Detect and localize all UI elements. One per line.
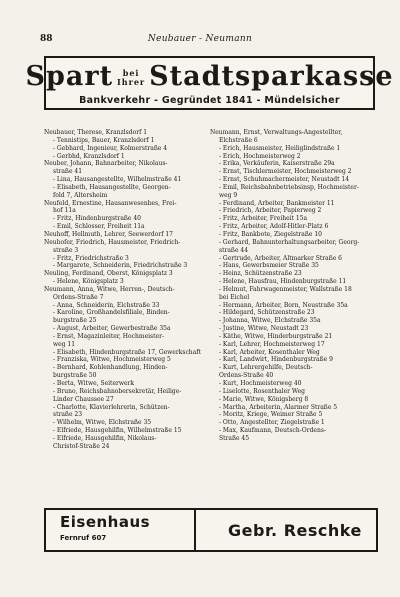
directory-entry: - Elfriede, Hausgehilfin, Nikolaus- [53,434,157,442]
directory-entry: hof 11a [53,207,76,215]
directory-entry: bei Eichel [219,293,250,301]
running-head: Neubauer - Neumann [147,34,253,44]
directory-entry: Neufeld, Ernestine, Hausanwesenbes, Frei- [44,199,177,207]
directory-entry: - Fritz, Arbeiter, Adolf-Hitler-Platz 6 [219,223,329,231]
directory-entry: - Hermann, Arbeiter, Born, Neustraße 35a [219,301,348,309]
eisenhaus-advertisement [44,508,378,552]
directory-entry: - Wilhelm, Witwe, Elchstraße 35 [53,419,152,427]
ad-bottom-left [46,510,196,550]
page-number: 88 [40,34,53,44]
ad-small-words [117,69,145,87]
directory-entry: - Justine, Witwe, Neustadt 23 [219,325,309,333]
directory-entry: - Helene, Königsplatz 3 [53,278,124,286]
directory-entry: Ordens-Straße 40 [219,372,274,380]
directory-entry: - Berta, Witwe, Seiterwerk [53,380,135,387]
directory-entry: - Fritz, Hindenburgstraße 40 [53,215,141,223]
directory-entry: - Emil, Schlosser, Freiheit 11a [53,223,145,231]
directory-entry: - Tennistips, Bauer, Kranzlsdorf 1 [53,136,155,144]
directory-entry: Neumann, Ernst, Verwaltungs-Angestellter, [210,129,343,136]
directory-entry: - Helene, Hausfrau, Hindenburgstraße 11 [219,278,347,286]
directory-entry: - Charlotte, Klavierlehrerin, Schützen- [53,403,170,411]
ad-bottom-right [196,510,376,550]
directory-entry: Neumann, Anna, Witwe, Herren-, Deutsch- [44,285,175,293]
directory-entry: - Max, Kaufmann, Deutsch-Ordens- [219,427,326,435]
directory-entry: - Gertrude, Arbeiter, Altmarker Straße 6 [219,254,343,262]
directory-entry: Neuling, Ferdinand, Oberst, Königsplatz 3 [44,270,173,278]
directory-entry: - Gerhard, Bahnunterhaltungsarbeiter, Georg- [219,238,360,246]
directory-entry: - Gerbhd, Kranzlsdorf 1 [53,152,125,160]
directory-entry: - Margarete, Schneiderin, Friedrichstraße 3 [53,262,188,270]
right-column [210,129,375,443]
directory-entry: Ordens-Straße 7 [53,293,104,301]
ad-headline [25,61,394,92]
directory-entry: - Ernst, Magazinleiter, Hochmeister- [53,332,164,340]
ad-bottom-company: Gebr. Reschke [228,520,362,540]
directory-entry: - Franziska, Witwe, Hochmeisterweg 5 [53,356,171,364]
directory-entry: - Hans, Gewerbsmeier Straße 35 [219,262,319,270]
directory-entry: burgstraße 50 [53,372,97,380]
directory-entry: - Gebhard, Ingenieur, Kolmerstraße 4 [53,144,168,152]
directory-entry: - Marie, Witwe, Königsberg 8 [219,395,309,403]
ad-word-right: Stadtsparkasse [149,61,394,92]
directory-entry: - Heinz, Schützenstraße 23 [219,270,302,278]
directory-entry: Neuhofer, Friedrich, Hausmeister, Friedrich- [44,238,181,246]
directory-entry: - Friedrich, Arbeiter, Papierweg 2 [219,207,322,215]
directory-entry: - Karl, Lehrer, Hochmeisterweg 17 [219,340,325,348]
directory-entry: - Erich, Hausmeister, Heiliglindstraße 1 [219,144,341,152]
directory-entry: weg 11 [53,340,76,348]
directory-entry: Linder Chaussee 27 [53,395,114,403]
ad-bottom-phone: Fernruf 607 [60,534,107,542]
directory-entry: - Käthe, Witwe, Hinderburgstraße 21 [219,332,333,340]
directory-entry: straße 23 [53,411,83,419]
directory-entry: Neuber, Johann, Bahnarbeiter, Nikolaus- [44,160,168,168]
directory-entry: - Helmut, Fahrwagenmeister, Wallstraße 18 [219,285,352,293]
directory-entry: burgstraße 25 [53,317,97,325]
directory-entry: - Lina, Hausangestellte, Wilhelmstraße 41 [53,176,182,184]
directory-entry: - Elisabeth, Hausangestellte, Georgen- [53,183,171,191]
directory-entry: straße 41 [53,168,83,176]
directory-entry: - Ferdinand, Arbeiter, Bankmeister 11 [219,199,335,207]
directory-entry: - Johanna, Witwe, Elchstraße 35a [219,317,321,325]
directory-entry: weg 9 [219,191,238,199]
directory-entry: - Kurt, Hochmeisterweg 40 [219,380,302,387]
ad-small-bottom: Ihrer [117,77,146,87]
directory-entry: - Karl, Arbeiter, Kosenthaler Weg [219,348,320,356]
directory-entry: - Elisabeth, Hindenburgstraße 17, Gewerkschaft [53,348,201,356]
directory-entry: straße 3 [53,246,79,254]
directory-entry: - Karoline, Großhandelsfiliale, Binden- [53,309,170,317]
directory-entry: - Bernhard, Kohlenhandlung, Hinden- [53,364,168,372]
directory-entry: - Ernst, Tischlermeister, Hochmeisterweg 2 [219,168,352,176]
directory-entry: Neuhoff, Hellmuth, Lehrer, Seewerdorf 17 [44,230,173,238]
ad-small-top: bei [122,68,140,78]
directory-entry: straße 44 [219,246,249,254]
directory-entry: - Moritz, Kriege, Weimer Straße 5 [219,411,323,419]
ad-bottom-title: Eisenhaus [60,513,151,531]
directory-entry: - Elfriede, Hausgehilfin, Wilhelmstraße 15 [53,427,182,435]
directory-entry: - Anna, Schneiderin, Elchstraße 33 [53,301,160,309]
directory-entry: - Bruno, Reichsbahnobersekretär, Heilige- [53,387,182,395]
directory-entry: - Fritz, Bankbote, Ziegelstraße 10 [219,230,322,238]
ad-subline: Bankverkehr - Gegründet 1841 - Mündelsicher [79,95,340,106]
directory-entry: - Erika, Verkäuferin, Kaiserstraße 29a [219,160,335,168]
directory-entry: - Karl, Landwirt, Hindenburgstraße 9 [219,356,333,364]
sparkasse-advertisement [25,56,394,110]
directory-entry: - Ernst, Schuhmachermeister, Neustadt 14 [219,176,350,184]
directory-entry: - August, Arbeiter, Gewerbestraße 35a [53,325,171,333]
ad-word-left: Spart [25,61,114,92]
directory-entry: Straße 45 [219,434,250,442]
directory-entry: - Liselotte, Rosenthaler Weg [219,387,305,395]
directory-entry: fold 7, Altersheim [53,191,108,199]
directory-entry: - Otto, Angestellter, Ziegelstraße 1 [219,419,325,427]
directory-entry: Christof-Straße 24 [53,442,110,450]
directory-entry: Elchstraße 6 [219,136,258,144]
left-column [44,129,209,451]
directory-entry: - Martha, Arbeiterin, Alarmer Straße 5 [219,403,338,411]
directory-entry: Neubauer, Therese, Kranzlsdorf 1 [44,129,148,136]
directory-entry: - Kurt, Lehrergehilfe, Deutsch- [219,364,313,372]
directory-entry: - Emil, Reichsbahnbetriebsinsp, Hochmeister- [219,183,359,191]
directory-entry: - Hildegard, Schützenstraße 23 [219,309,315,317]
directory-entry: - Fritz, Friedrichstraße 3 [53,254,129,262]
directory-entry: - Fritz, Arbeiter, Freiheit 15a [219,215,308,223]
directory-entry: - Erich, Hochmeisterweg 2 [219,152,301,160]
